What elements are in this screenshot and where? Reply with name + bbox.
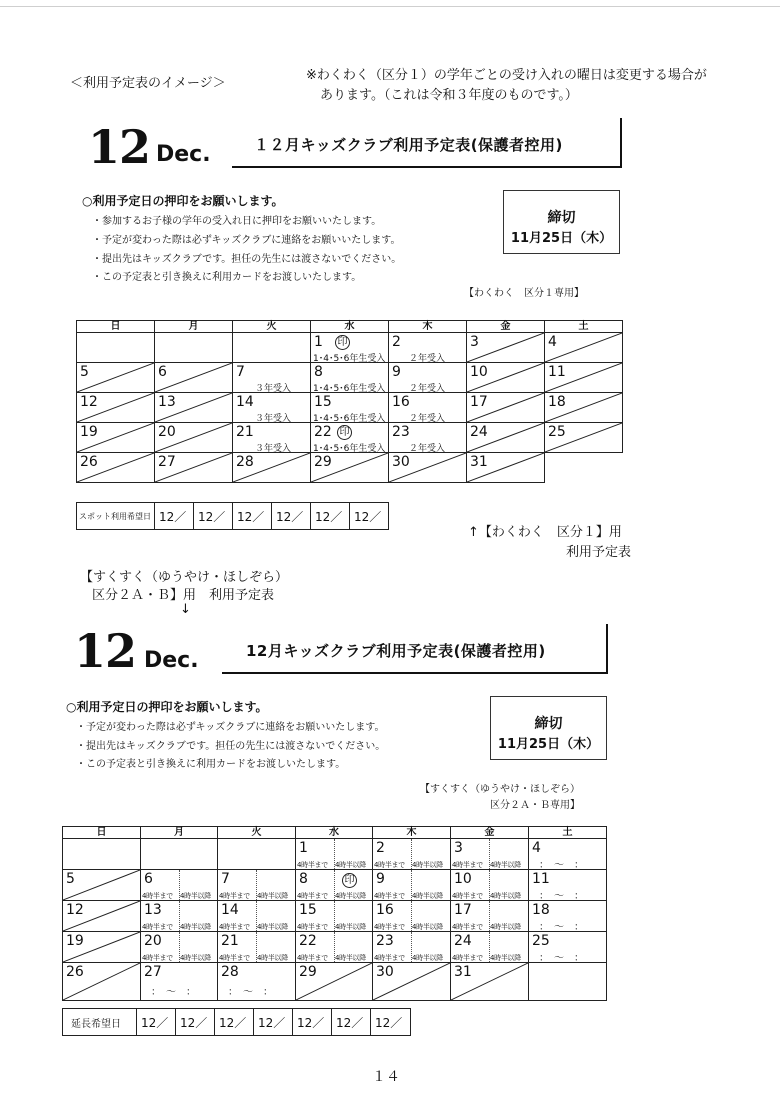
day-number: 5 xyxy=(80,364,89,380)
time-range: ： ～ ： xyxy=(539,953,584,964)
cal-cell-day-18[interactable] xyxy=(529,901,607,932)
extension-label: 延長希望日 xyxy=(63,1009,137,1036)
half-before: 4時半まで xyxy=(142,923,173,931)
day-number: 20 xyxy=(144,933,162,949)
section2-deadline-label: 締切 xyxy=(534,716,563,732)
cal-cell-day-10 xyxy=(467,363,545,393)
half-before: 4時半まで xyxy=(374,892,405,900)
cal-cell-day-31 xyxy=(451,963,529,1001)
weekday-fri: 金 xyxy=(451,827,529,839)
weekday-tue: 火 xyxy=(218,827,296,839)
day-number: 3 xyxy=(470,334,479,350)
day-number: 7 xyxy=(221,871,230,887)
half-before: 4時半まで xyxy=(219,892,250,900)
half-after: 4時半以降 xyxy=(335,923,366,931)
section2-category-2: 区分２Ａ・Ｂ専用】 xyxy=(490,800,580,811)
cal-cell-day-16[interactable] xyxy=(373,901,451,932)
spot-date-field[interactable]: 12／ xyxy=(272,503,311,530)
extension-date-field[interactable]: 12／ xyxy=(176,1009,215,1036)
day-number: 15 xyxy=(299,902,317,918)
section1-category: 【わくわく 区分１専用】 xyxy=(464,288,584,299)
section1-deadline-box xyxy=(503,190,620,254)
day-number: 14 xyxy=(221,902,239,918)
half-after: 4時半以降 xyxy=(335,892,366,900)
cal-cell-day-1[interactable] xyxy=(311,333,389,363)
section1-heading: ○利用予定日の押印をお願いします。 xyxy=(82,194,284,208)
day-number: 21 xyxy=(236,424,254,440)
half-after: 4時半以降 xyxy=(412,861,443,869)
section1-bullet-1: ・参加するお子様の学年の受入れ日に押印をお願いいたします。 xyxy=(92,216,382,227)
header-note-line1: ※わくわく（区分１）の学年ごとの受け入れの曜日は変更する場合が xyxy=(306,68,707,83)
cal-cell-day-30 xyxy=(373,963,451,1001)
time-range: ： ～ ： xyxy=(151,987,196,998)
spot-date-field[interactable]: 12／ xyxy=(233,503,272,530)
spot-date-field[interactable]: 12／ xyxy=(155,503,194,530)
extension-date-field[interactable]: 12／ xyxy=(293,1009,332,1036)
weekday-sat: 土 xyxy=(545,321,623,333)
weekday-thu: 木 xyxy=(373,827,451,839)
day-number: 23 xyxy=(376,933,394,949)
half-before: 4時半まで xyxy=(297,923,328,931)
day-number: 31 xyxy=(454,964,472,980)
day-number: 27 xyxy=(158,454,176,470)
cal-cell-empty xyxy=(77,333,155,363)
half-before: 4時半まで xyxy=(452,954,483,962)
cal-cell-empty xyxy=(141,839,218,870)
half-before: 4時半まで xyxy=(297,892,328,900)
section2-title-box xyxy=(222,624,608,674)
cal-cell-day-4[interactable] xyxy=(529,839,607,870)
section2-bullet-3: ・この予定表と引き換えに利用カードをお渡しいたします。 xyxy=(76,759,346,770)
grade-note: 1･4･5･6年生受入 xyxy=(313,444,386,454)
cal-cell-day-21[interactable] xyxy=(218,932,296,963)
top-rule xyxy=(0,6,780,7)
day-number: 25 xyxy=(548,424,566,440)
day-number: 7 xyxy=(236,364,245,380)
half-after: 4時半以降 xyxy=(257,954,288,962)
cal-cell-day-11 xyxy=(545,363,623,393)
cal-cell-day-1[interactable] xyxy=(296,839,373,870)
day-number: 27 xyxy=(144,964,162,980)
cal-cell-day-14[interactable] xyxy=(218,901,296,932)
seal-mark: 印 xyxy=(335,335,350,350)
grade-note: 1･4･5･6年生受入 xyxy=(313,414,386,424)
half-before: 4時半まで xyxy=(219,954,250,962)
cal-cell-day-22[interactable] xyxy=(311,423,389,453)
section1-bullet-3: ・提出先はキッズクラブです。担任の先生には渡さないでください。 xyxy=(92,254,402,265)
day-number: 28 xyxy=(221,964,239,980)
half-before: 4時半まで xyxy=(142,954,173,962)
header-note-line2: あります。（これは令和３年度のものです。） xyxy=(320,88,578,103)
day-number: 9 xyxy=(376,871,385,887)
cal-cell-day-25[interactable] xyxy=(529,932,607,963)
section1-caption-2: 利用予定表 xyxy=(566,545,632,560)
day-number: 30 xyxy=(376,964,394,980)
section1-month-number: 12 xyxy=(88,120,151,174)
day-number: 24 xyxy=(454,933,472,949)
cal-cell-day-6 xyxy=(155,363,233,393)
day-number: 12 xyxy=(80,394,98,410)
section2-heading: ○利用予定日の押印をお願いします。 xyxy=(66,700,268,714)
day-number: 16 xyxy=(376,902,394,918)
section1-month-en: Dec. xyxy=(156,142,211,167)
half-after: 4時半以降 xyxy=(412,923,443,931)
half-before: 4時半まで xyxy=(142,892,173,900)
section1-title-box xyxy=(232,118,622,168)
cal-cell-empty xyxy=(63,839,141,870)
half-before: 4時半まで xyxy=(297,861,328,869)
cal-cell-day-9[interactable] xyxy=(389,363,467,393)
section2-deadline-box xyxy=(490,696,607,760)
cal-cell-day-12 xyxy=(77,393,155,423)
extension-date-field[interactable]: 12／ xyxy=(332,1009,371,1036)
extension-date-field[interactable]: 12／ xyxy=(137,1009,176,1036)
day-number: 13 xyxy=(158,394,176,410)
day-number: 18 xyxy=(532,902,550,918)
cal-cell-day-6[interactable] xyxy=(141,870,218,901)
day-number: 11 xyxy=(532,871,550,887)
day-number: 26 xyxy=(66,964,84,980)
weekday-mon: 月 xyxy=(155,321,233,333)
cal-cell-day-20 xyxy=(155,423,233,453)
day-number: 10 xyxy=(470,364,488,380)
cal-cell-day-14[interactable] xyxy=(233,393,311,423)
section1-deadline-label: 締切 xyxy=(547,210,576,226)
cal-cell-day-26 xyxy=(63,963,141,1001)
cal-cell-day-26 xyxy=(77,453,155,483)
cal-cell-blank xyxy=(529,963,607,1001)
half-after: 4時半以降 xyxy=(490,954,521,962)
section1-deadline-date: 11月25日（木） xyxy=(510,231,613,246)
half-after: 4時半以降 xyxy=(335,861,366,869)
cal-cell-day-3 xyxy=(467,333,545,363)
half-after: 4時半以降 xyxy=(412,892,443,900)
cal-cell-day-29 xyxy=(311,453,389,483)
weekday-mon: 月 xyxy=(141,827,218,839)
day-number: 1 xyxy=(314,334,323,350)
section2-bullet-2: ・提出先はキッズクラブです。担任の先生には渡さないでください。 xyxy=(76,741,386,752)
day-number: 6 xyxy=(158,364,167,380)
half-before: 4時半まで xyxy=(452,861,483,869)
day-number: 13 xyxy=(144,902,162,918)
half-after: 4時半以降 xyxy=(257,892,288,900)
cal-cell-day-10[interactable] xyxy=(451,870,529,901)
section2-bullet-1: ・予定が変わった際は必ずキッズクラブに連絡をお願いいたします。 xyxy=(76,722,385,733)
day-number: 29 xyxy=(314,454,332,470)
half-before: 4時半まで xyxy=(374,954,405,962)
day-number: 9 xyxy=(392,364,401,380)
cal-cell-day-21[interactable] xyxy=(233,423,311,453)
half-after: 4時半以降 xyxy=(180,923,211,931)
cal-cell-day-24 xyxy=(467,423,545,453)
day-number: 5 xyxy=(66,871,75,887)
half-before: 4時半まで xyxy=(452,923,483,931)
cal-cell-day-15[interactable] xyxy=(296,901,373,932)
half-before: 4時半まで xyxy=(219,923,250,931)
half-before: 4時半まで xyxy=(297,954,328,962)
cal-cell-day-29 xyxy=(296,963,373,1001)
extension-date-field[interactable]: 12／ xyxy=(215,1009,254,1036)
day-number: 17 xyxy=(470,394,488,410)
cal-cell-day-11[interactable] xyxy=(529,870,607,901)
cal-cell-empty xyxy=(233,333,311,363)
section2-caption-2: 区分２Ａ・Ｂ】用 利用予定表 xyxy=(92,588,275,603)
day-number: 18 xyxy=(548,394,566,410)
header-label: ＜利用予定表のイメージ＞ xyxy=(70,76,226,91)
half-before: 4時半まで xyxy=(374,861,405,869)
day-number: 21 xyxy=(221,933,239,949)
page-number: １４ xyxy=(372,1069,400,1085)
section1-bullet-2: ・予定が変わった際は必ずキッズクラブに連絡をお願いいたします。 xyxy=(92,235,401,246)
day-number: 19 xyxy=(66,933,84,949)
grade-note: ２年受入 xyxy=(409,414,446,424)
cal-cell-day-5 xyxy=(63,870,141,901)
cal-cell-day-15[interactable] xyxy=(311,393,389,423)
spot-date-field[interactable]: 12／ xyxy=(311,503,350,530)
half-after: 4時半以降 xyxy=(257,923,288,931)
day-number: 6 xyxy=(144,871,153,887)
day-number: 2 xyxy=(392,334,401,350)
time-range: ： ～ ： xyxy=(539,922,584,933)
half-after: 4時半以降 xyxy=(490,923,521,931)
cal-cell-day-18 xyxy=(545,393,623,423)
cal-cell-day-24[interactable] xyxy=(451,932,529,963)
cal-cell-day-8[interactable] xyxy=(311,363,389,393)
day-number: 10 xyxy=(454,871,472,887)
time-range: ： ～ ： xyxy=(539,860,584,871)
grade-note: ２年受入 xyxy=(409,354,446,364)
cal-cell-day-9[interactable] xyxy=(373,870,451,901)
section2-calendar xyxy=(62,826,607,1001)
cal-cell-day-19 xyxy=(77,423,155,453)
spot-date-field[interactable]: 12／ xyxy=(350,503,389,530)
grade-note: 1･4･5･6年生受入 xyxy=(313,384,386,394)
cal-cell-day-23[interactable] xyxy=(389,423,467,453)
day-number: 8 xyxy=(299,871,308,887)
cal-cell-day-7[interactable] xyxy=(218,870,296,901)
section1-spot-row xyxy=(76,502,389,530)
day-number: 4 xyxy=(548,334,557,350)
cal-cell-day-17 xyxy=(467,393,545,423)
cal-cell-day-13 xyxy=(155,393,233,423)
cal-cell-day-23[interactable] xyxy=(373,932,451,963)
seal-mark: 印 xyxy=(342,873,357,888)
day-number: 12 xyxy=(66,902,84,918)
section2-month-en: Dec. xyxy=(144,648,199,673)
cal-cell-empty xyxy=(218,839,296,870)
grade-note: ２年受入 xyxy=(409,384,446,394)
weekday-sun: 日 xyxy=(63,827,141,839)
half-before: 4時半まで xyxy=(374,923,405,931)
cal-cell-day-7[interactable] xyxy=(233,363,311,393)
cal-cell-day-5 xyxy=(77,363,155,393)
cal-cell-day-27 xyxy=(155,453,233,483)
day-number: 3 xyxy=(454,840,463,856)
day-number: 4 xyxy=(532,840,541,856)
cal-cell-empty xyxy=(155,333,233,363)
weekday-wed: 水 xyxy=(296,827,373,839)
section2-extension-row xyxy=(62,1008,411,1036)
grade-note: ３年受入 xyxy=(255,384,292,394)
day-number: 17 xyxy=(454,902,472,918)
grade-note: 1･4･5･6年生受入 xyxy=(313,354,386,364)
cal-cell-day-3[interactable] xyxy=(451,839,529,870)
seal-mark: 印 xyxy=(337,425,352,440)
cal-cell-day-19 xyxy=(63,932,141,963)
grade-note: ３年受入 xyxy=(255,444,292,454)
day-number: 30 xyxy=(392,454,410,470)
time-range: ： ～ ： xyxy=(228,987,273,998)
section1-title: １２月キッズクラブ利用予定表(保護者控用) xyxy=(254,136,563,154)
half-after: 4時半以降 xyxy=(490,892,521,900)
weekday-sun: 日 xyxy=(77,321,155,333)
section2-title: 12月キッズクラブ利用予定表(保護者控用) xyxy=(246,642,546,660)
cal-cell-day-28 xyxy=(233,453,311,483)
spot-date-field[interactable]: 12／ xyxy=(194,503,233,530)
cal-cell-day-16[interactable] xyxy=(389,393,467,423)
day-number: 29 xyxy=(299,964,317,980)
cal-cell-day-30 xyxy=(389,453,467,483)
cal-cell-day-12 xyxy=(63,901,141,932)
section2-category-1: 【すくすく（ゆうやけ・ほしぞら） xyxy=(420,784,580,795)
day-number: 19 xyxy=(80,424,98,440)
weekday-fri: 金 xyxy=(467,321,545,333)
day-number: 22 xyxy=(314,424,332,440)
half-before: 4時半まで xyxy=(452,892,483,900)
cal-cell-day-13[interactable] xyxy=(141,901,218,932)
weekday-wed: 水 xyxy=(311,321,389,333)
day-number: 26 xyxy=(80,454,98,470)
half-after: 4時半以降 xyxy=(412,954,443,962)
section2-month-number: 12 xyxy=(74,624,137,678)
day-number: 22 xyxy=(299,933,317,949)
spot-label: スポット利用希望日 xyxy=(77,503,155,530)
half-after: 4時半以降 xyxy=(180,954,211,962)
day-number: 11 xyxy=(548,364,566,380)
weekday-tue: 火 xyxy=(233,321,311,333)
day-number: 1 xyxy=(299,840,308,856)
cal-cell-day-22[interactable] xyxy=(296,932,373,963)
day-number: 14 xyxy=(236,394,254,410)
weekday-thu: 木 xyxy=(389,321,467,333)
half-after: 4時半以降 xyxy=(335,954,366,962)
section1-caption-1: ↑【わくわく 区分１】用 xyxy=(468,525,622,540)
cal-cell-day-17[interactable] xyxy=(451,901,529,932)
day-number: 28 xyxy=(236,454,254,470)
cal-cell-day-31 xyxy=(467,453,545,483)
day-number: 15 xyxy=(314,394,332,410)
extension-date-field[interactable]: 12／ xyxy=(254,1009,293,1036)
day-number: 31 xyxy=(470,454,488,470)
day-number: 8 xyxy=(314,364,323,380)
cal-cell-day-20[interactable] xyxy=(141,932,218,963)
cal-cell-blank xyxy=(545,453,623,483)
section2-deadline-date: 11月25日（木） xyxy=(497,737,600,752)
time-range: ： ～ ： xyxy=(539,891,584,902)
cal-cell-day-2[interactable] xyxy=(373,839,451,870)
section1-bullet-4: ・この予定表と引き換えに利用カードをお渡しいたします。 xyxy=(92,272,362,283)
cal-cell-day-2[interactable] xyxy=(389,333,467,363)
cal-cell-day-4 xyxy=(545,333,623,363)
grade-note: ２年受入 xyxy=(409,444,446,454)
down-arrow-icon: ↓ xyxy=(180,602,191,617)
half-after: 4時半以降 xyxy=(490,861,521,869)
day-number: 20 xyxy=(158,424,176,440)
day-number: 24 xyxy=(470,424,488,440)
cal-cell-day-27[interactable] xyxy=(141,963,218,1001)
section2-caption-1: 【すくすく（ゆうやけ・ほしぞら） xyxy=(80,570,289,585)
extension-date-field[interactable]: 12／ xyxy=(371,1009,411,1036)
cal-cell-day-8[interactable] xyxy=(296,870,373,901)
day-number: 25 xyxy=(532,933,550,949)
day-number: 16 xyxy=(392,394,410,410)
cal-cell-day-25 xyxy=(545,423,623,453)
half-after: 4時半以降 xyxy=(180,892,211,900)
grade-note: ３年受入 xyxy=(255,414,292,424)
weekday-sat: 土 xyxy=(529,827,607,839)
day-number: 2 xyxy=(376,840,385,856)
day-number: 23 xyxy=(392,424,410,440)
cal-cell-day-28[interactable] xyxy=(218,963,296,1001)
section1-calendar xyxy=(76,320,623,483)
